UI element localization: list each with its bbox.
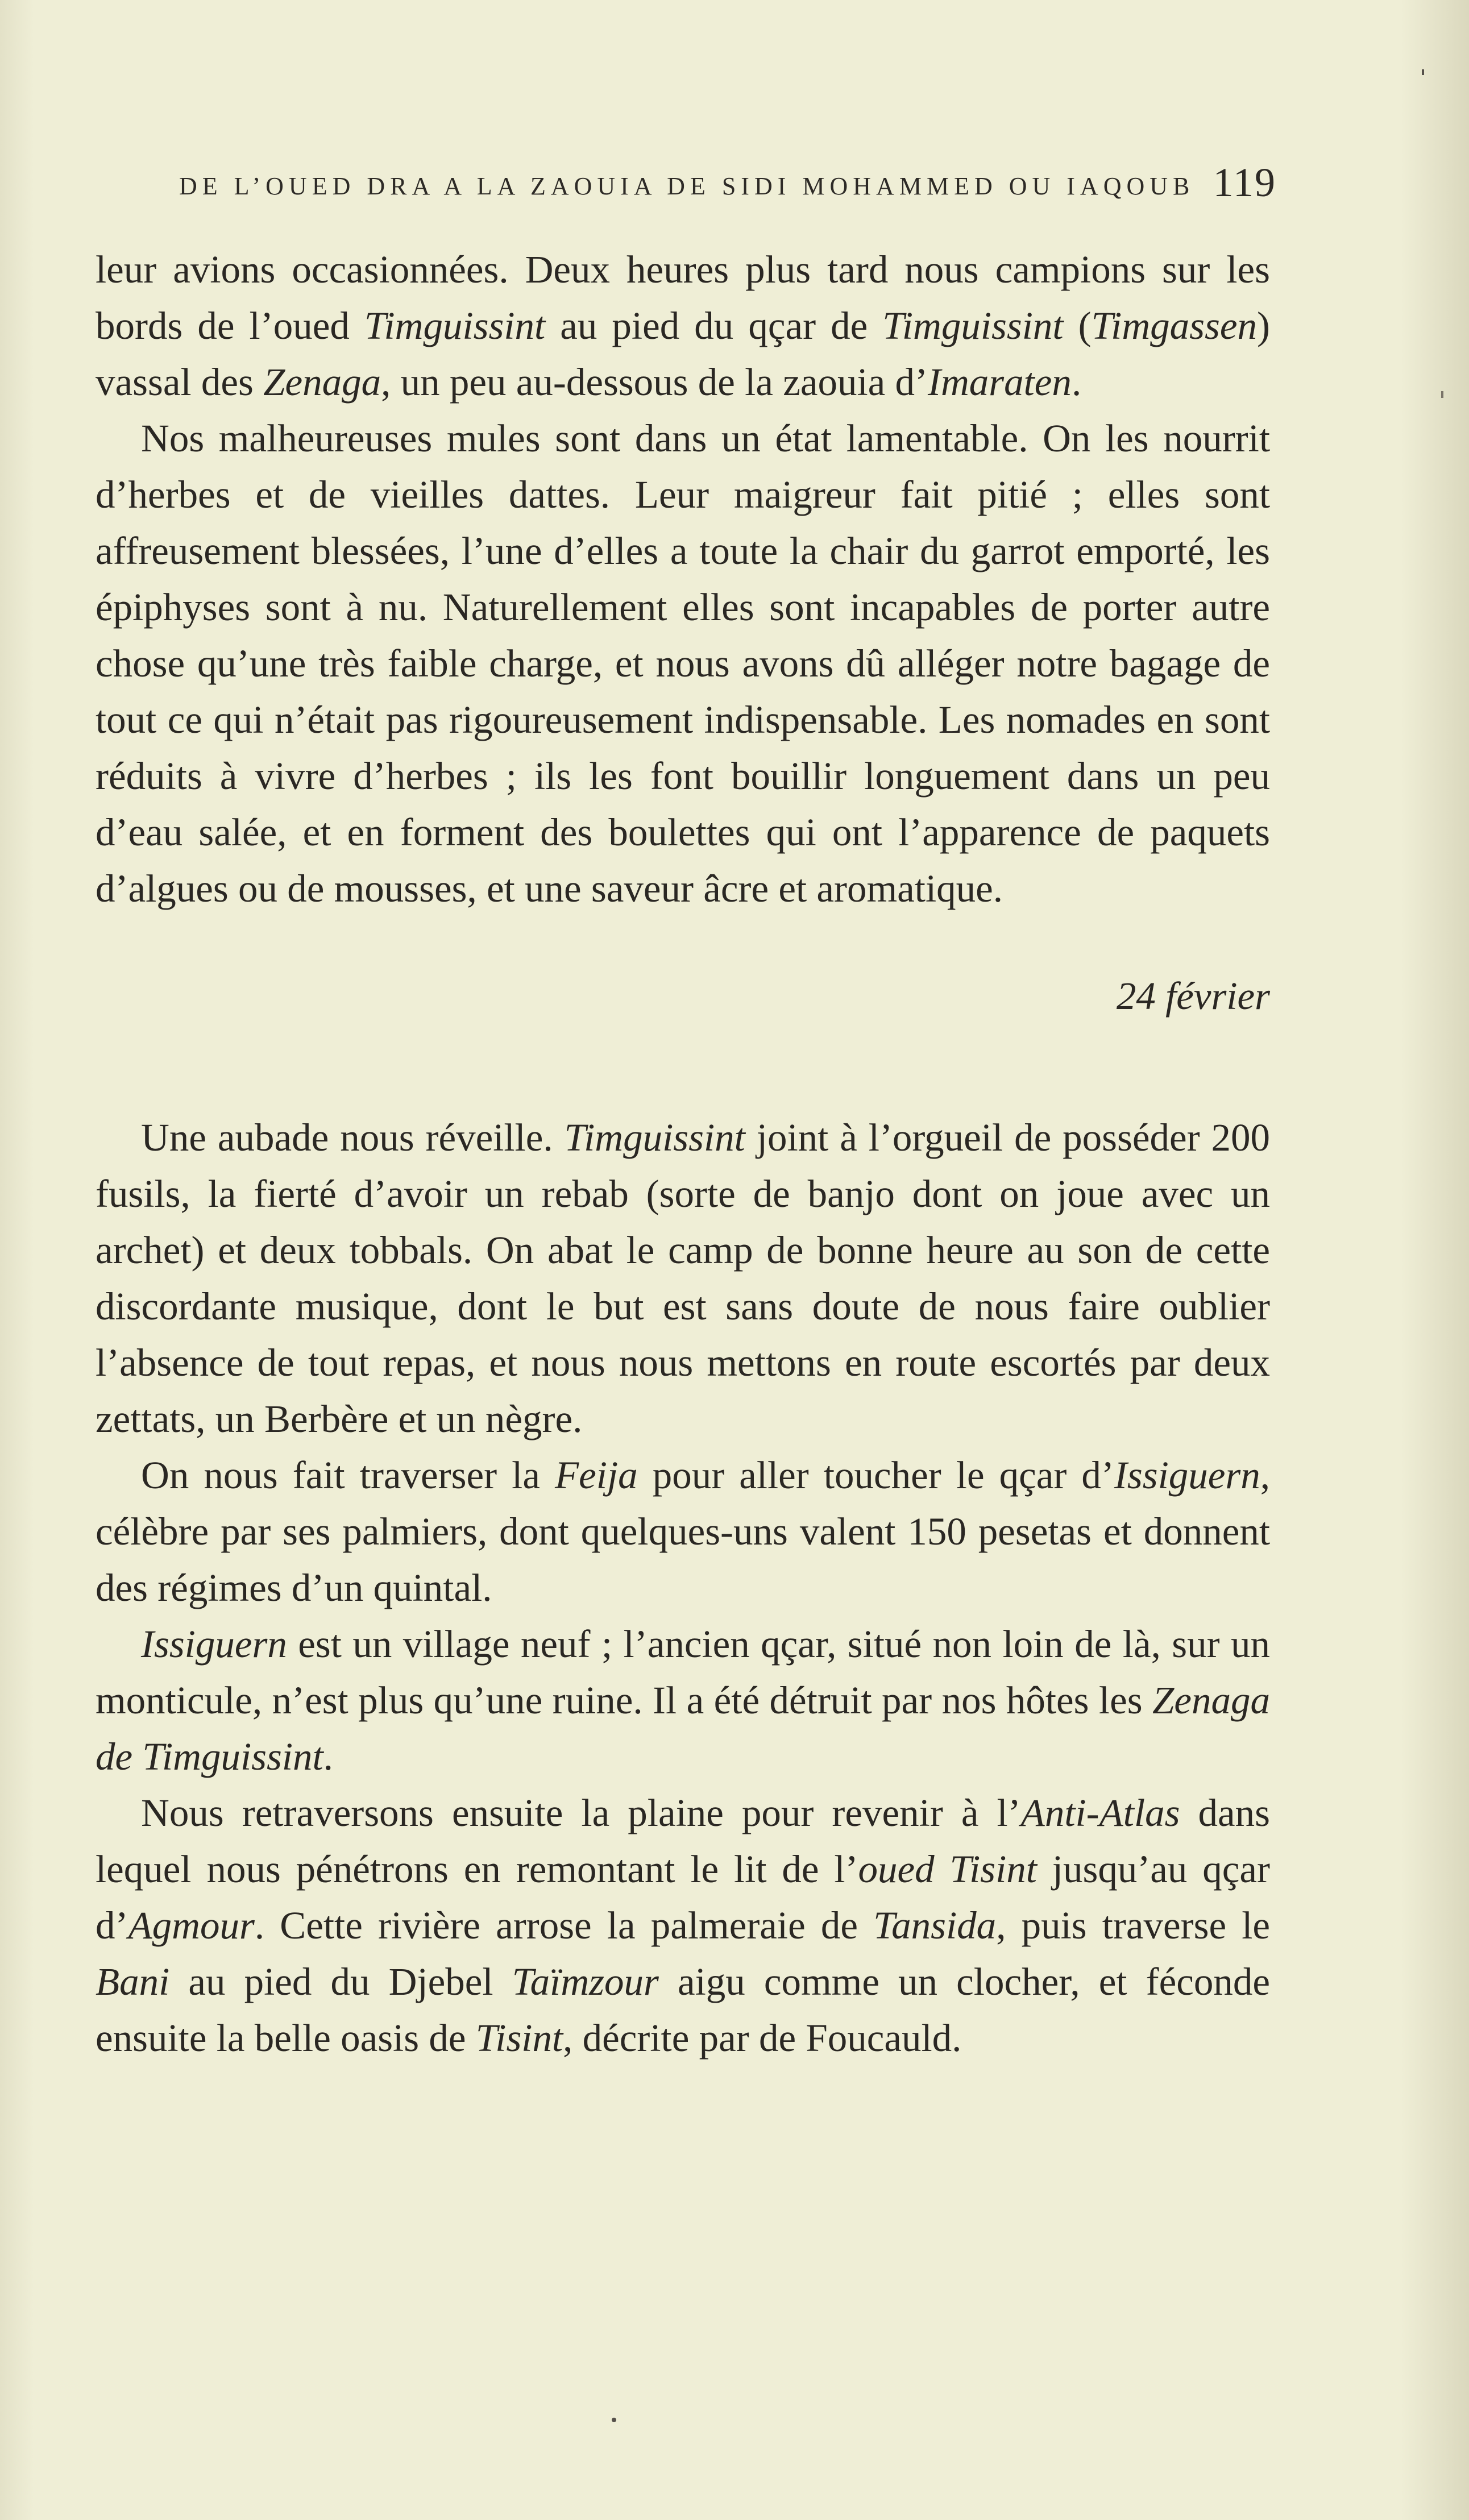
text-run: Une aubade nous réveille.: [141, 1116, 565, 1159]
paragraph-6: [96, 1785, 1270, 2066]
text-run: . Cette rivière arrose la palmeraie de: [254, 1904, 874, 1947]
text-run: .: [1071, 360, 1082, 404]
paragraph-5: [96, 1616, 1270, 1785]
bottom-mark: [612, 2418, 616, 2422]
text-run: , un peu au-dessous de la zaouia d’: [381, 360, 928, 404]
paragraph-2: Nos malheureuses mules sont dans un état lamentable. On les nourrit d’herbes et de vieilles dattes. Leur maigreur fait pitié ; elles sont affreusement blessées, l’une d’elles a toute la chair du garrot emporté, les épiphyses sont à nu. Naturellement elles sont incapables de porter autre chose qu’une très faible charge, et nous avons dû alléger notre bagage de tout ce qui n’était pas rigoureusement indispensable. Les nomades en sont réduits à vivre d’herbes ; ils les font bouillir longuement dans un peu d’eau salée, et en forment des boulettes qui ont l’apparence de paquets d’algues ou de mousses, et une saveur âcre et aromatique.: [96, 417, 1270, 910]
italic-place-name: Issiguern: [141, 1622, 287, 1666]
text-run: , décrite par de Foucauld.: [563, 2016, 962, 2060]
italic-place-name: Agmour: [128, 1904, 255, 1947]
page-mark: [1422, 69, 1424, 75]
italic-tribe-name: Zenaga: [263, 360, 381, 404]
text-run: Nous retraversons ensuite la plaine pour revenir à l’: [141, 1791, 1021, 1834]
italic-place-name: Feija: [555, 1454, 638, 1497]
text-run: On nous fait traverser la: [141, 1454, 555, 1497]
italic-place-name: Anti-Atlas: [1020, 1791, 1180, 1834]
paragraph-1: [96, 242, 1270, 410]
paragraph-3: [96, 1110, 1270, 1447]
text-run: joint à l’orgueil de posséder 200 fusils, la fierté d’avoir un rebab (sorte de banjo dont on joue avec un archet) et deux tobbals. On abat le camp de bonne heure au son de cette discordante musique, dont le but est sans doute de nous faire oublier l’absence de tout repas, et nous nous mettons en route escortés par deux zettats, un Berbère et un nègre.: [96, 1116, 1270, 1440]
text-run: , puis traverse le: [996, 1904, 1270, 1947]
text-run: aigu comme un clocher, et féconde ensuite la belle oasis de: [96, 1960, 1270, 2060]
text-run: au pied du Djebel: [169, 1960, 512, 2003]
date-heading: 24 février: [1116, 974, 1270, 1018]
body-text: [96, 242, 1270, 2066]
italic-place-name: oued Tisint: [858, 1848, 1037, 1891]
paragraph-4: [96, 1447, 1270, 1616]
italic-place-name: Tansida: [873, 1904, 997, 1947]
italic-place-name: Timguissint: [364, 304, 546, 347]
text-run: , célèbre par ses palmiers, dont quelques-uns valent 150 pesetas et donnent des régimes d’un quintal.: [96, 1454, 1270, 1609]
page-number: 119: [1213, 160, 1276, 205]
italic-place-name: Bani: [96, 1960, 170, 2003]
italic-place-name: Imaraten: [927, 360, 1072, 404]
text-run: pour aller toucher le qçar d’: [637, 1454, 1114, 1497]
text-run: est un village neuf ; l’ancien qçar, situé non loin de là, sur un monticule, n’est plus qu’une ruine. Il a été détruit par nos hôtes les: [96, 1622, 1270, 1722]
text-run: .: [323, 1735, 333, 1778]
text-run: jusqu’au qçar d’: [96, 1848, 1271, 1947]
margin-mark: [1441, 391, 1443, 398]
text-run: ) vassal des: [96, 304, 1270, 404]
running-head: DE L’OUED DRA A LA ZAOUIA DE SIDI MOHAMMED OU IAQOUB: [179, 172, 1195, 200]
italic-tribe-name: Zenaga de Timguissint: [96, 1679, 1270, 1778]
italic-place-name: Taïmzour: [512, 1960, 659, 2003]
italic-place-name: Timguissint: [882, 304, 1064, 347]
text-run: leur avions occasionnées. Deux heures plus tard nous campions sur les bords de l’oued: [96, 248, 1270, 347]
italic-place-name: Tisint: [475, 2016, 563, 2060]
text-run: dans lequel nous pénétrons en remontant le lit de l’: [96, 1791, 1271, 1891]
page-header: [179, 159, 1276, 216]
italic-place-name: Timgassen: [1091, 304, 1258, 347]
text-run: au pied du qçar de: [545, 304, 883, 347]
text-run: (: [1063, 304, 1092, 347]
italic-place-name: Issiguern: [1114, 1454, 1260, 1497]
italic-place-name: Timguissint: [564, 1116, 745, 1159]
